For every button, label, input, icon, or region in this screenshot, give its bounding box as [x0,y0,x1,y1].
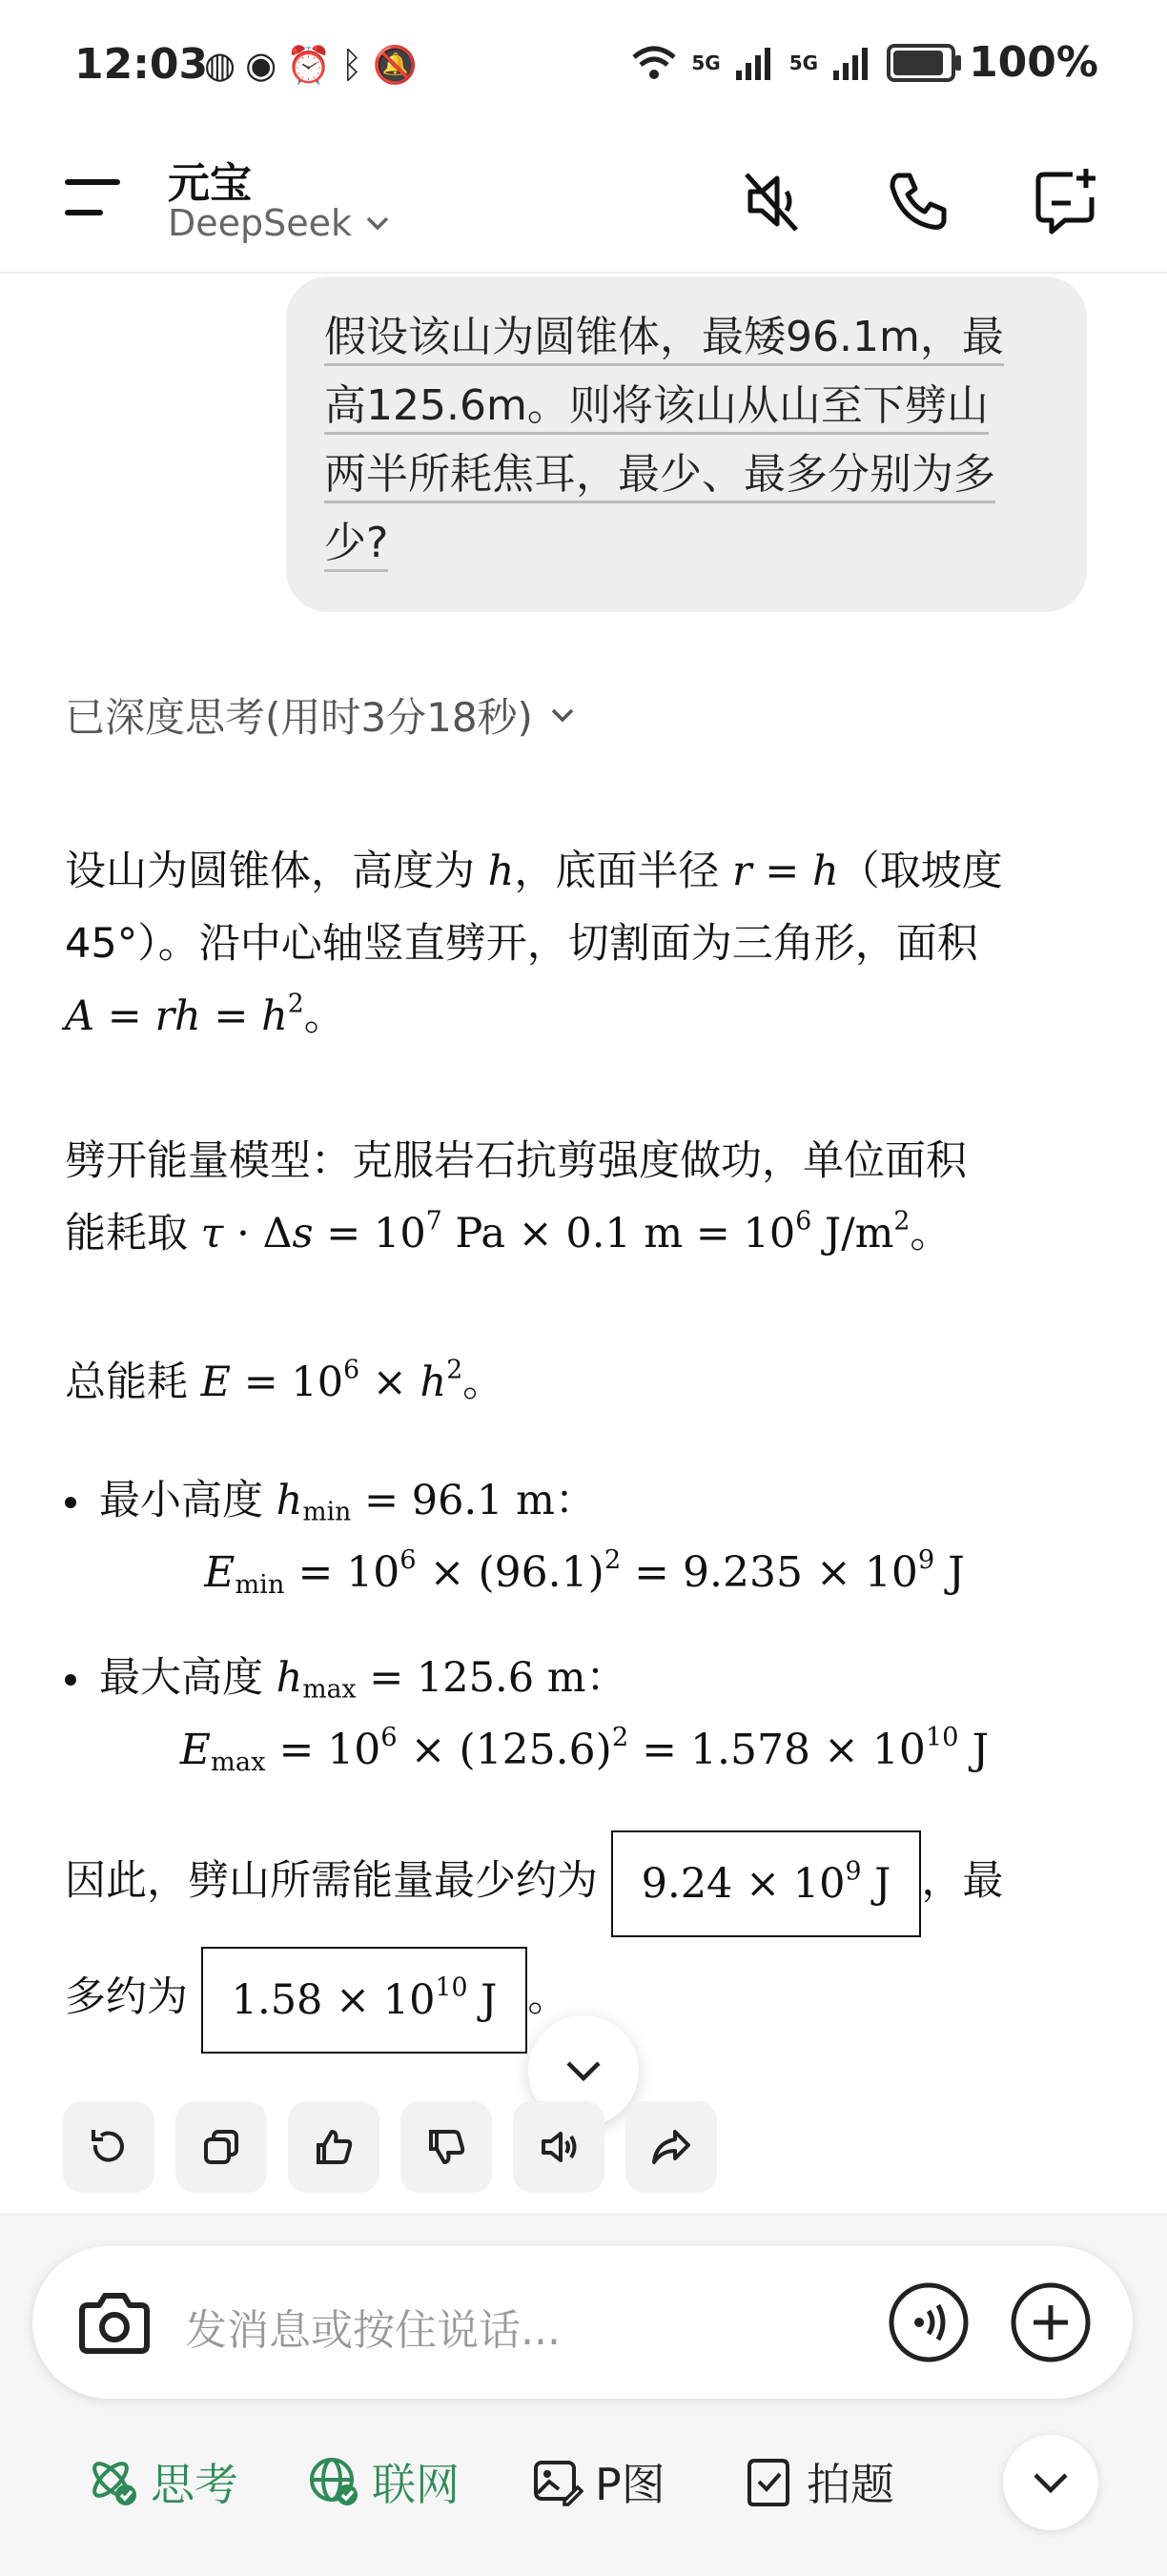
voice-wave-icon [887,2280,971,2364]
math-emax: $E_{max} = 10^6 \times (125.6)^2 = 1.578 \times 10^{10}$ J [179,1722,990,1777]
hmin-value: 96.1 [494,1548,588,1597]
app-notification-icon: ◍ [204,44,236,86]
user-message-bubble[interactable] [286,276,1087,612]
mute-speaker-button[interactable] [728,158,814,244]
dislike-button[interactable] [400,2101,492,2193]
atom-check-icon [86,2455,139,2508]
answer-text: 因此，劈山所需能量最少约为 [65,1857,598,1905]
copy-button[interactable] [175,2101,267,2193]
chevron-down-icon [1032,2470,1070,2495]
refresh-icon [86,2124,132,2170]
min-energy-value: 9.24 [641,1859,733,1908]
voice-call-button[interactable] [887,2280,971,2364]
answer-text: 劈开能量模型：克服岩石抗剪强度做功，单位面积 [65,1137,967,1185]
question-check-icon [742,2455,795,2508]
math-hmax: $h_{max} = 125.6$ m [276,1654,586,1705]
photo-label: 拍题 [807,2459,894,2510]
answer-text: 设山为圆锥体，高度为 [65,848,488,895]
read-aloud-button[interactable] [513,2101,604,2193]
answer-text: 。 [910,1210,952,1257]
answer-text: ： [554,1477,596,1524]
pimage-label: P图 [595,2459,665,2510]
emin-value: 9.235 [683,1548,803,1597]
status-icons-right [630,38,1098,87]
answer-paragraph-2 [65,1125,1104,1270]
alarm-icon: ⏰ [286,44,332,86]
think-label: 思考 [151,2459,238,2510]
model-selector[interactable] [168,202,390,244]
speaker-icon [536,2124,582,2170]
message-input[interactable]: 发消息或按住说话... [185,2306,561,2355]
new-chat-icon [1031,165,1103,237]
thumbs-down-icon [423,2124,469,2170]
math-area: A = rh = $h^2$ [65,989,304,1040]
status-time: 12:03 [74,40,209,89]
chevron-down-icon [365,215,390,232]
user-message-line: 高125.6m。则将该山从山至下劈山 [324,381,989,435]
app-title: 元宝 [168,159,252,208]
user-message-line: 两半所耗焦耳，最少、最多分别为多 [324,450,995,503]
math-energy-density: $\tau \cdot \Delta s = 10^7$ Pa × 0.1 $m = 10^6$ $J/m^2$ [200,1206,911,1257]
thinking-label: 已深度思考(用时3分18秒) [65,694,533,741]
call-button[interactable] [875,158,961,244]
menu-icon[interactable] [65,179,120,217]
hmax-value: 125.6 [416,1654,535,1702]
max-energy-box: $1.58 \times 10^{10}$ J [201,1947,528,2054]
thumbs-up-icon [311,2124,357,2170]
answer-text: 。 [303,992,345,1040]
more-options-button[interactable] [1009,2280,1093,2364]
answer-text: （取坡度 [838,848,1003,895]
answer-text: 能耗取 [65,1210,201,1257]
eye-icon: ◉ [245,44,277,86]
answer-text: 45°）。沿中心轴竖直劈开，切割面为三角形，面积 [65,920,978,968]
image-edit-icon [530,2455,584,2508]
photo-question-button[interactable] [742,2450,894,2513]
plus-icon [1009,2280,1093,2364]
answer-text: 。 [527,1973,569,2021]
signal-icon-2 [831,44,873,82]
answer-text: ，最 [921,1857,1004,1905]
bluetooth-icon: ᛒ [340,44,363,86]
math-total-energy: $E = 10^6 \times h^2$ [200,1355,463,1406]
bullet-max-height [65,1642,1104,1787]
collapse-keyboard-button[interactable] [1003,2435,1098,2530]
battery-icon [887,44,955,82]
globe-check-icon [307,2455,360,2508]
regenerate-button[interactable] [63,2101,154,2193]
math-r-eq-h: r = h [732,848,839,895]
bullet-min-height [65,1464,1104,1609]
think-mode-toggle[interactable] [86,2450,238,2513]
phone-icon [885,168,952,235]
hmax-value: 125.6 [475,1726,596,1774]
chevron-down-icon [550,706,575,724]
wifi-icon [630,44,678,82]
network-label-2: 5G [788,51,819,74]
bullet-dot [65,1497,76,1508]
user-message-line: 假设该山为圆锥体，最矮96.1m，最 [324,313,1004,366]
answer-text: 最小高度 [99,1477,276,1524]
bullet-dot [65,1674,76,1686]
message-actions [63,2101,717,2193]
answer-text: 。 [462,1359,504,1406]
math-emin: $E_{min} = 10^6 \times (96.1)^2 = 9.235 \times 10^9$ J [204,1544,965,1600]
share-button[interactable] [625,2101,717,2193]
chevron-down-icon [564,2058,603,2083]
composer-tools [0,2441,1167,2536]
answer-text: 总能耗 [65,1359,201,1406]
user-message-line: 少? [324,519,388,572]
math-h: h [487,848,515,895]
answer-text: ： [585,1654,627,1702]
answer-paragraph-1 [65,835,1104,1053]
answer-paragraph-3 [65,1346,1104,1419]
hmin-value: 96.1 [411,1477,503,1524]
min-energy-box: $9.24 \times 10^9$ J [611,1830,922,1937]
emax-value: 1.578 [690,1726,810,1774]
math-hmin: $h_{min} = 96.1$ m [276,1477,555,1527]
max-energy-value: 1.58 [231,1975,323,2024]
image-edit-button[interactable] [530,2450,665,2513]
message-input-bar[interactable] [32,2246,1133,2399]
status-icons-left [204,44,418,87]
like-button[interactable] [288,2101,379,2193]
web-search-toggle[interactable] [307,2450,460,2513]
deep-thinking-toggle[interactable] [65,686,575,744]
battery-percent: 100% [969,38,1098,87]
web-label: 联网 [372,2459,460,2510]
mute-bell-icon: 🔕 [372,44,418,86]
signal-icon [734,44,776,82]
share-icon [648,2124,694,2170]
speaker-off-icon [737,167,806,235]
copy-icon [198,2124,244,2170]
camera-button[interactable] [72,2282,156,2366]
answer-text: ，底面半径 [514,848,733,895]
chat-header [0,133,1167,274]
network-label-1: 5G [691,51,721,74]
new-chat-button[interactable] [1024,158,1110,244]
model-name: DeepSeek [168,202,353,244]
status-bar [0,0,1167,133]
answer-text: 最大高度 [99,1654,276,1702]
answer-text: 多约为 [65,1973,188,2021]
camera-icon [72,2282,156,2366]
